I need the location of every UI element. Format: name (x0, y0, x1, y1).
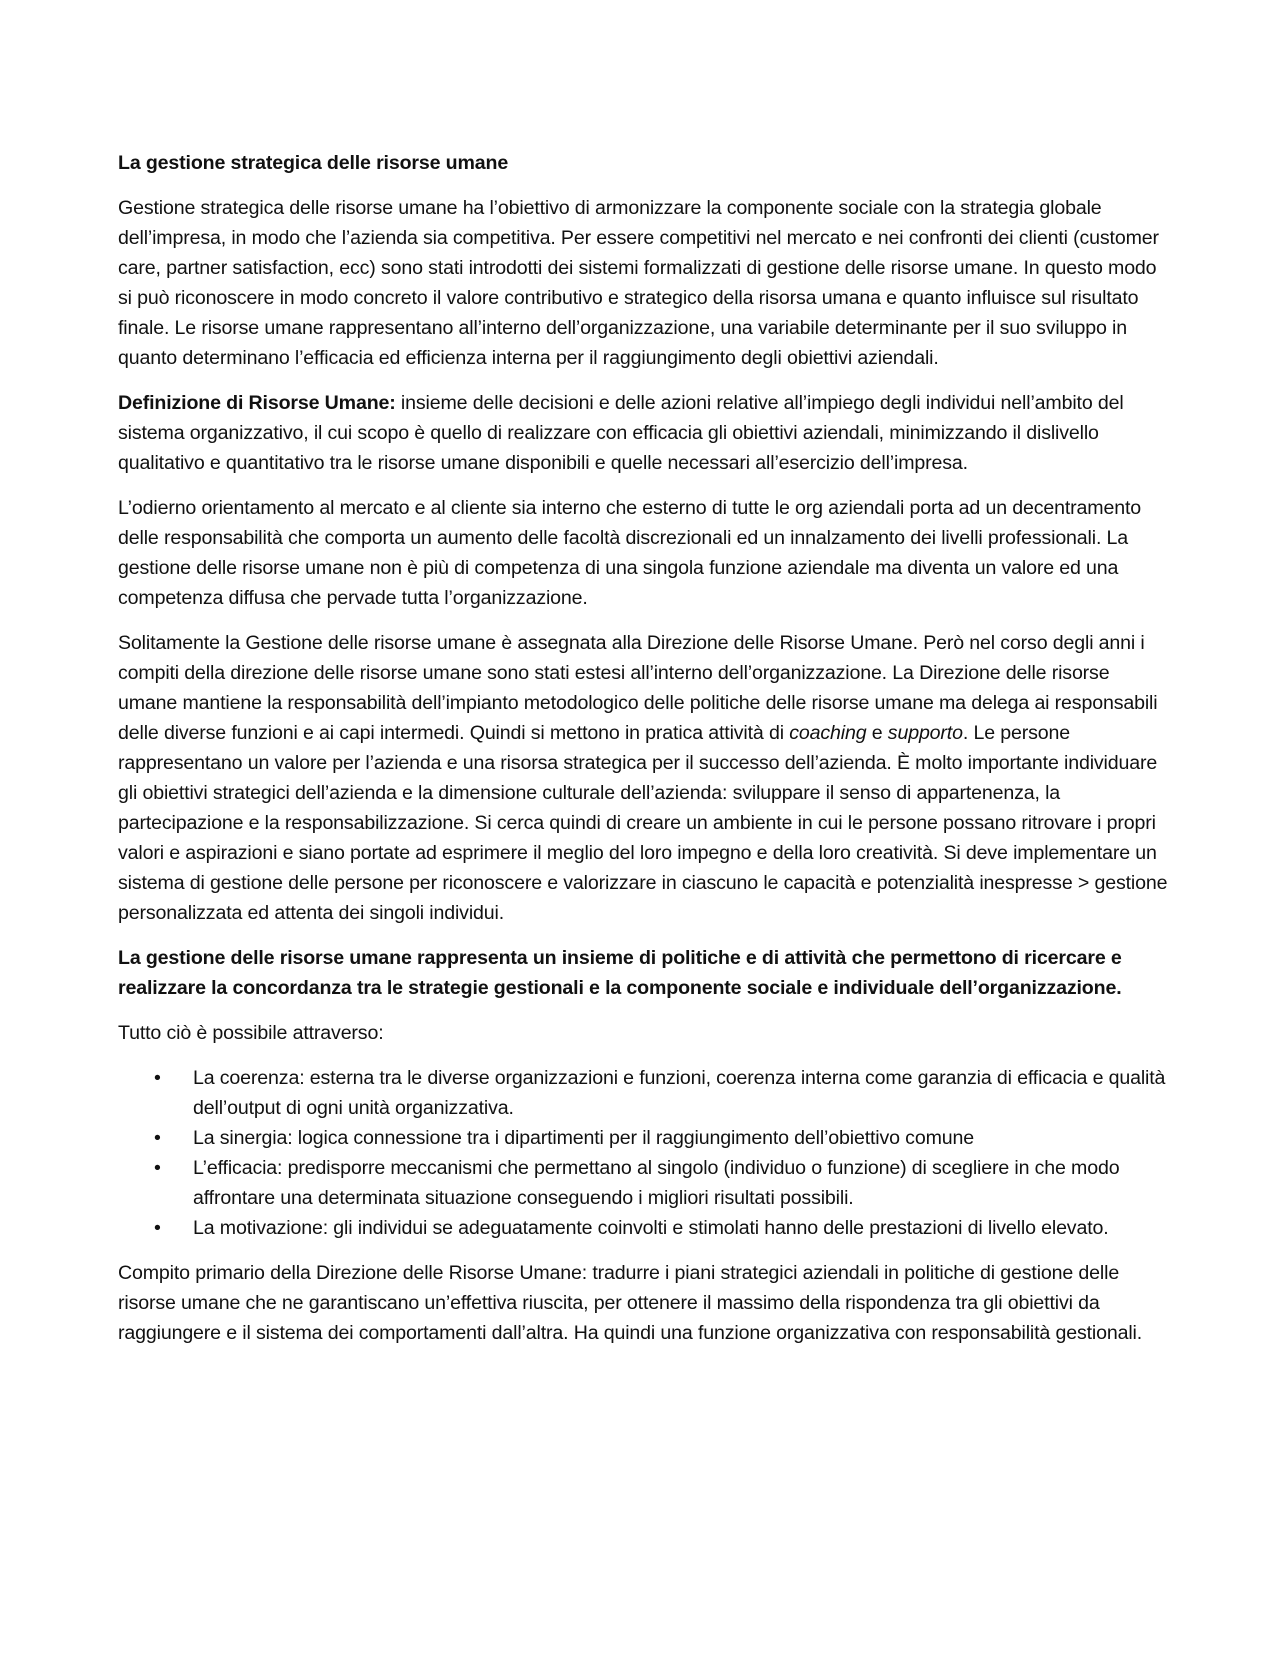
paragraph-definition (118, 388, 1168, 478)
paragraph-direction (118, 628, 1168, 928)
list-item-text: La coerenza: esterna tra le diverse organizzazioni e funzioni, coerenza interna come garanzia di efficacia e qualità dell’output di ogni unità organizzativa. (193, 1067, 1166, 1119)
bullet-icon: • (154, 1217, 161, 1239)
document-page (118, 148, 1168, 1363)
list-item (118, 1153, 1168, 1213)
direction-text-b: . Le persone rappresentano un valore per l’azienda e una risorsa strategica per il successo dell’azienda. È molto importante individuare gli obiettivi strategici dell’azienda e la dimensione culturale dell’azienda: sviluppare il senso di appartenenza, la partecipazione e la responsabilizzazione. Si cerca quindi di creare un ambiente in cui le persone possano ritrovare i propri valori e aspirazioni e siano portate ad esprimere il meglio del loro impegno e della loro creatività. Si deve implementare un sistema di gestione delle persone per riconoscere e valorizzare in ciascuno le capacità e potenzialità inespresse > gestione personalizzata ed attenta dei singoli individui. (118, 722, 1168, 924)
list-item (118, 1123, 1168, 1153)
paragraph-orientation: L’odierno orientamento al mercato e al cliente sia interno che esterno di tutte le org aziendali porta ad un decentramento delle responsabilità che comporta un aumento delle facoltà discrezionali ed un innalzamento dei livelli professionali. La gestione delle risorse umane non è più di competenza di una singola funzione aziendale ma diventa un valore ed una competenza diffusa che pervade tutta l’organizzazione. (118, 497, 1141, 609)
paragraph-key-statement: La gestione delle risorse umane rappresenta un insieme di politiche e di attività che permettono di ricercare e realizzare la concordanza tra le strategie gestionali e la componente sociale e individuale dell’organizzazione. (118, 947, 1122, 999)
definition-label: Definizione di Risorse Umane: (118, 392, 396, 414)
bullet-icon: • (154, 1067, 161, 1089)
bullet-list (118, 1063, 1168, 1243)
paragraph-primary-task: Compito primario della Direzione delle Risorse Umane: tradurre i piani strategici aziendali in politiche di gestione delle risorse umane che ne garantiscano un’effettiva riuscita, per ottenere il massimo della rispondenza tra gli obiettivi da raggiungere e il sistema dei comportamenti dall’altra. Ha quindi una funzione organizzativa con responsabilità gestionali. (118, 1262, 1143, 1344)
paragraph-intro: Gestione strategica delle risorse umane ha l’obiettivo di armonizzare la componente sociale con la strategia globale dell’impresa, in modo che l’azienda sia competitiva. Per essere competitivi nel mercato e nei confronti dei clienti (customer care, partner satisfaction, ecc) sono stati introdotti dei sistemi formalizzati di gestione delle risorse umane. In questo modo si può riconoscere in modo concreto il valore contributivo e strategico della risorsa umana e quanto influisce sul risultato finale. Le risorse umane rappresentano all’interno dell’organizzazione, una variabile determinante per il suo sviluppo in quanto determinano l’efficacia ed efficienza interna per il raggiungimento degli obiettivi aziendali. (118, 197, 1159, 369)
bullet-icon: • (154, 1157, 161, 1179)
list-item-text: L’efficacia: predisporre meccanismi che permettano al singolo (individuo o funzione) di scegliere in che modo affrontare una determinata situazione conseguendo i migliori risultati possibili. (193, 1157, 1120, 1209)
direction-conjunction: e (866, 722, 888, 744)
list-item-text: La sinergia: logica connessione tra i dipartimenti per il raggiungimento dell’obiettivo comune (193, 1127, 974, 1149)
supporto-term: supporto (887, 722, 963, 744)
list-item-text: La motivazione: gli individui se adeguatamente coinvolti e stimolati hanno delle prestazioni di livello elevato. (193, 1217, 1109, 1239)
document-title: La gestione strategica delle risorse umane (118, 152, 509, 174)
list-item (118, 1213, 1168, 1243)
definition-text: insieme delle decisioni e delle azioni relative all’impiego degli individui nell’ambito del sistema organizzativo, il cui scopo è quello di realizzare con efficacia gli obiettivi aziendali, minimizzando il dislivello qualitativo e quantitativo tra le risorse umane disponibili e quelle necessari all’esercizio dell’impresa. (118, 392, 1124, 474)
list-item (118, 1063, 1168, 1123)
coaching-term: coaching (789, 722, 867, 744)
bullet-icon: • (154, 1127, 161, 1149)
paragraph-list-intro: Tutto ciò è possibile attraverso: (118, 1022, 384, 1044)
direction-text-a: Solitamente la Gestione delle risorse umane è assegnata alla Direzione delle Risorse Umane. Però nel corso degli anni i compiti della direzione delle risorse umane sono stati estesi all’interno dell’organizzazione. La Direzione delle risorse umane mantiene la responsabilità dell’impianto metodologico delle politiche delle risorse umane ma delega ai responsabili delle diverse funzioni e ai capi intermedi. Quindi si mettono in pratica attività di (118, 632, 1158, 744)
